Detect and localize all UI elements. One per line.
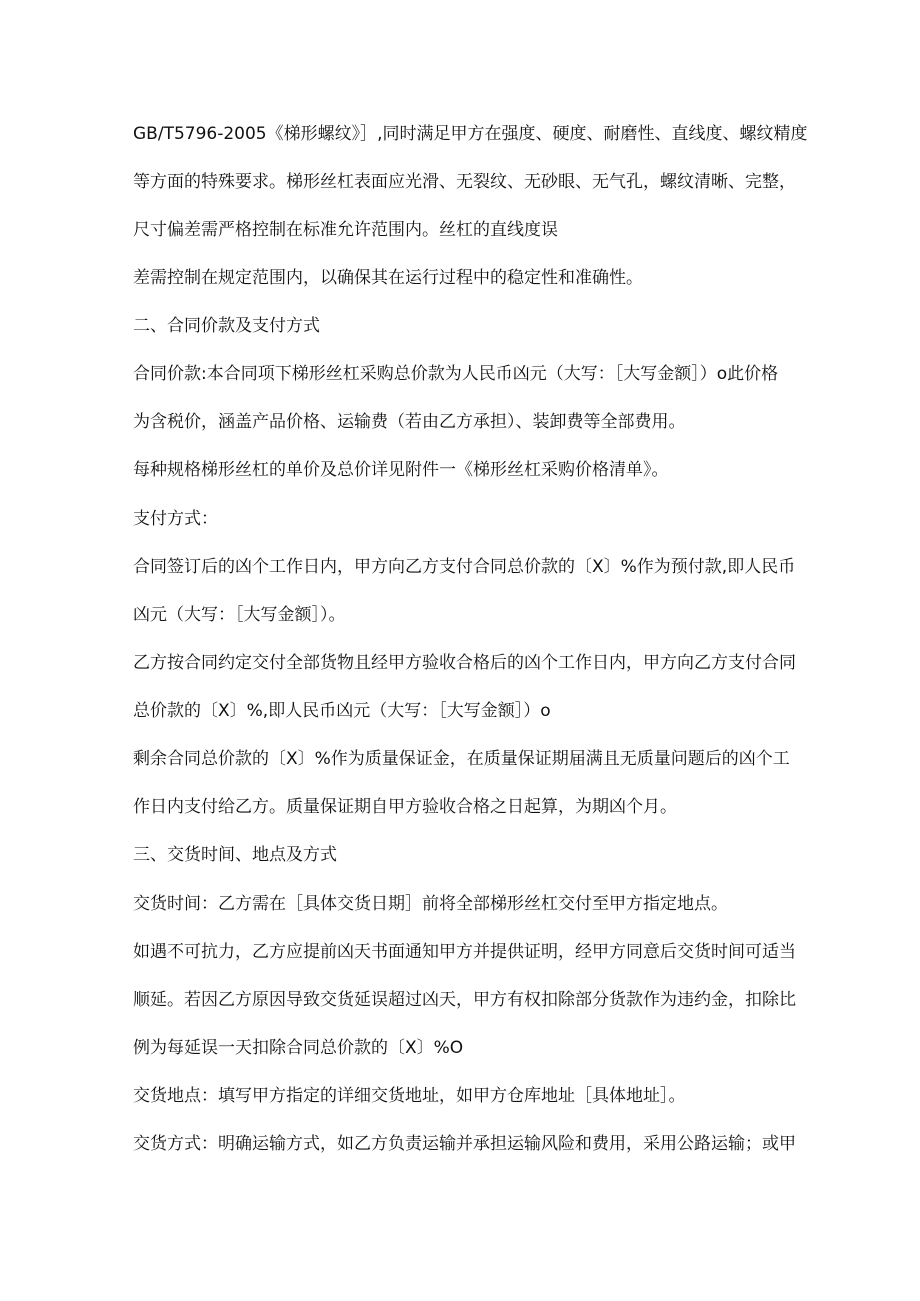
text-line: GB/T5796-2005《梯形螺纹》］,同时满足甲方在强度、硬度、耐磨性、直线度、螺纹精度 <box>133 124 808 144</box>
section-heading: 二、合同价款及支付方式 <box>133 316 320 336</box>
text-line: 支付方式： <box>133 509 218 529</box>
text-line: 顺延。若因乙方原因导致交货延误超过凶天，甲方有权扣除部分货款作为违约金，扣除比 <box>133 990 796 1010</box>
text-line: 如遇不可抗力，乙方应提前凶天书面通知甲方并提供证明，经甲方同意后交货时间可适当 <box>133 942 796 962</box>
text-line: 合同价款:本合同项下梯形丝杠采购总价款为人民币凶元（大写：［大写金额］）o此价格 <box>133 364 779 384</box>
text-line: 交货时间：乙方需在［具体交货日期］前将全部梯形丝杠交付至甲方指定地点。 <box>133 894 728 914</box>
text-line: 每种规格梯形丝杠的单价及总价详见附件一《梯形丝杠采购价格清单》。 <box>133 460 669 480</box>
text-line: 凶元（大写：［大写金额］）。 <box>133 605 346 625</box>
text-line: 为含税价，涵盖产品价格、运输费（若由乙方承担）、装卸费等全部费用。 <box>133 412 686 432</box>
section-heading: 三、交货时间、地点及方式 <box>133 845 337 865</box>
text-line: 合同签订后的凶个工作日内，甲方向乙方支付合同总价款的〔X〕%作为预付款,即人民币 <box>133 557 796 577</box>
text-line: 乙方按合同约定交付全部货物且经甲方验收合格后的凶个工作日内，甲方向乙方支付合同 <box>133 653 796 673</box>
text-line: 剩余合同总价款的〔X〕%作为质量保证金，在质量保证期届满且无质量问题后的凶个工 <box>133 749 790 769</box>
text-line: 总价款的〔X〕%,即人民币凶元（大写：［大写金额］）o <box>133 701 551 721</box>
text-line: 交货方式：明确运输方式，如乙方负责运输并承担运输风险和费用，采用公路运输；或甲 <box>133 1134 796 1154</box>
text-line: 例为每延误一天扣除合同总价款的〔X〕%O <box>133 1038 464 1058</box>
text-line: 尺寸偏差需严格控制在标准允许范围内。丝杠的直线度误 <box>133 220 558 240</box>
text-line: 差需控制在规定范围内，以确保其在运行过程中的稳定性和准确性。 <box>133 268 643 288</box>
text-line: 交货地点：填写甲方指定的详细交货地址，如甲方仓库地址［具体地址］。 <box>133 1086 686 1106</box>
text-line: 作日内支付给乙方。质量保证期自甲方验收合格之日起算，为期凶个月。 <box>133 797 677 817</box>
text-line: 等方面的特殊要求。梯形丝杠表面应光滑、无裂纹、无砂眼、无气孔，螺纹清晰、完整， <box>133 172 796 192</box>
